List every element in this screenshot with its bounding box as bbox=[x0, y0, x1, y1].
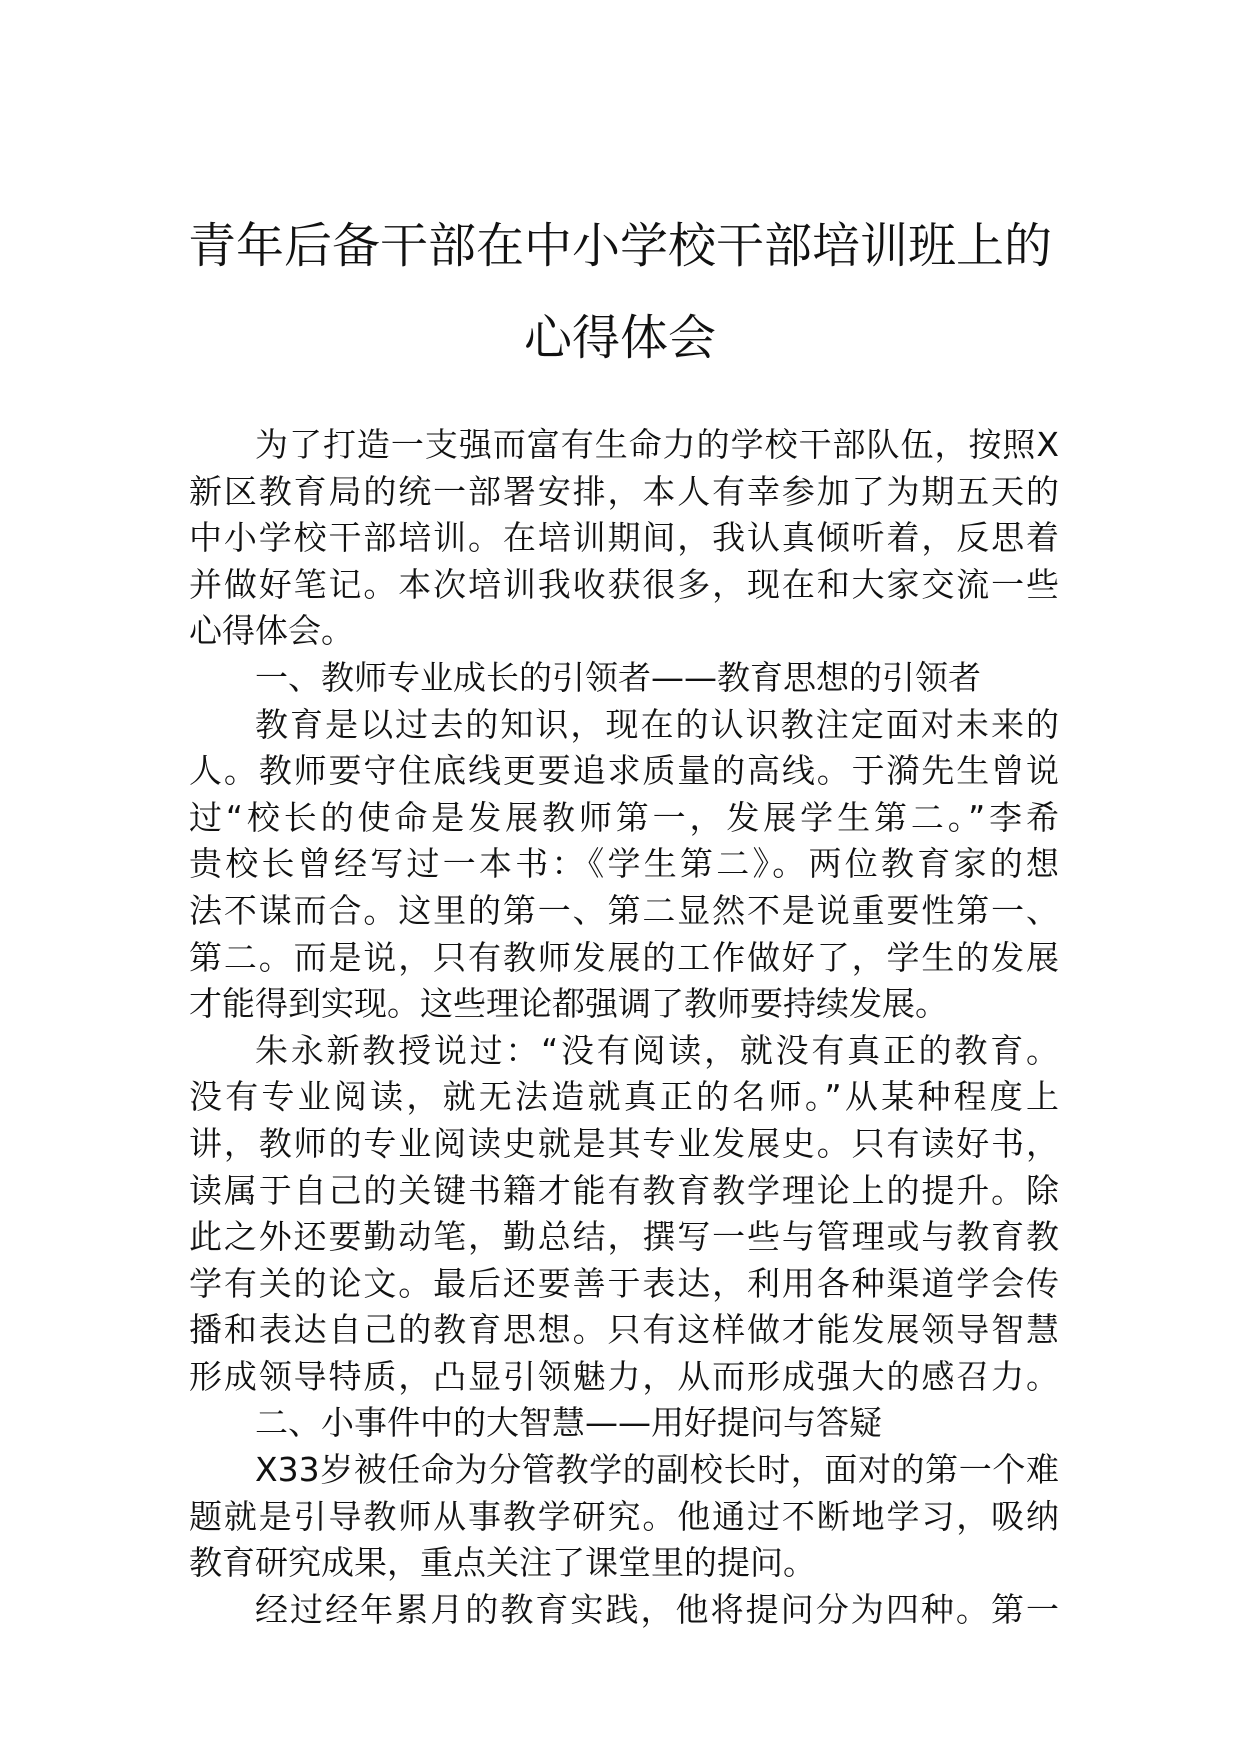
paragraph-line: 新区教育局的统一部署安排，本人有幸参加了为期五天的 bbox=[189, 471, 1059, 511]
paragraph-line: 才能得到实现。这些理论都强调了教师要持续发展。 bbox=[189, 984, 948, 1024]
document-title-line-1: 青年后备干部在中小学校干部培训班上的 bbox=[187, 218, 1052, 274]
paragraph-line: 学有关的论文。最后还要善于表达，利用各种渠道学会传 bbox=[189, 1263, 1059, 1303]
paragraph-line: 法不谋而合。这里的第一、第二显然不是说重要性第一、 bbox=[189, 890, 1059, 930]
paragraph-line: 朱永新教授说过：“没有阅读，就没有真正的教育。 bbox=[255, 1030, 1059, 1070]
paragraph-line: 题就是引导教师从事教学研究。他通过不断地学习，吸纳 bbox=[189, 1496, 1059, 1536]
paragraph-line: 播和表达自己的教育思想。只有这样做才能发展领导智慧 bbox=[189, 1310, 1059, 1350]
paragraph-line: 贵校长曾经写过一本书：《学生第二》。两位教育家的想 bbox=[189, 844, 1059, 884]
section-heading: 一、教师专业成长的引领者——教育思想的引领者 bbox=[255, 657, 981, 697]
document-title-line-2: 心得体会 bbox=[523, 310, 716, 366]
paragraph-line: 第二。而是说，只有教师发展的工作做好了，学生的发展 bbox=[189, 937, 1059, 977]
paragraph-line: 讲，教师的专业阅读史就是其专业发展史。只有读好书， bbox=[189, 1123, 1059, 1163]
paragraph-line: 没有专业阅读，就无法造就真正的名师。”从某种程度上 bbox=[189, 1077, 1059, 1117]
paragraph-line: 心得体会。 bbox=[189, 611, 354, 651]
paragraph-line: 教育研究成果，重点关注了课堂里的提问。 bbox=[189, 1543, 816, 1583]
paragraph-line: 经过经年累月的教育实践，他将提问分为四种。第一 bbox=[255, 1589, 1059, 1629]
document-body bbox=[189, 422, 1059, 1633]
paragraph-line: 为了打造一支强而富有生命力的学校干部队伍，按照X bbox=[255, 425, 1059, 464]
paragraph-line: X33岁被任命为分管教学的副校长时，面对的第一个难 bbox=[255, 1450, 1059, 1490]
paragraph-line: 教育是以过去的知识，现在的认识教注定面对未来的 bbox=[255, 704, 1059, 744]
paragraph-line: 形成领导特质，凸显引领魅力，从而形成强大的感召力。 bbox=[189, 1356, 1059, 1396]
paragraph-line: 此之外还要勤动笔，勤总结，撰写一些与管理或与教育教 bbox=[189, 1217, 1059, 1257]
paragraph-line: 读属于自己的关键书籍才能有教育教学理论上的提升。除 bbox=[189, 1170, 1059, 1210]
paragraph-line: 并做好笔记。本次培训我收获很多，现在和大家交流一些 bbox=[189, 564, 1059, 604]
paragraph-line: 中小学校干部培训。在培训期间，我认真倾听着，反思着 bbox=[189, 518, 1059, 558]
section-heading: 二、小事件中的大智慧——用好提问与答疑 bbox=[255, 1403, 882, 1443]
paragraph-line: 人。教师要守住底线更要追求质量的高线。于漪先生曾说 bbox=[189, 751, 1059, 791]
paragraph-line: 过“校长的使命是发展教师第一，发展学生第二。”李希 bbox=[189, 797, 1059, 837]
